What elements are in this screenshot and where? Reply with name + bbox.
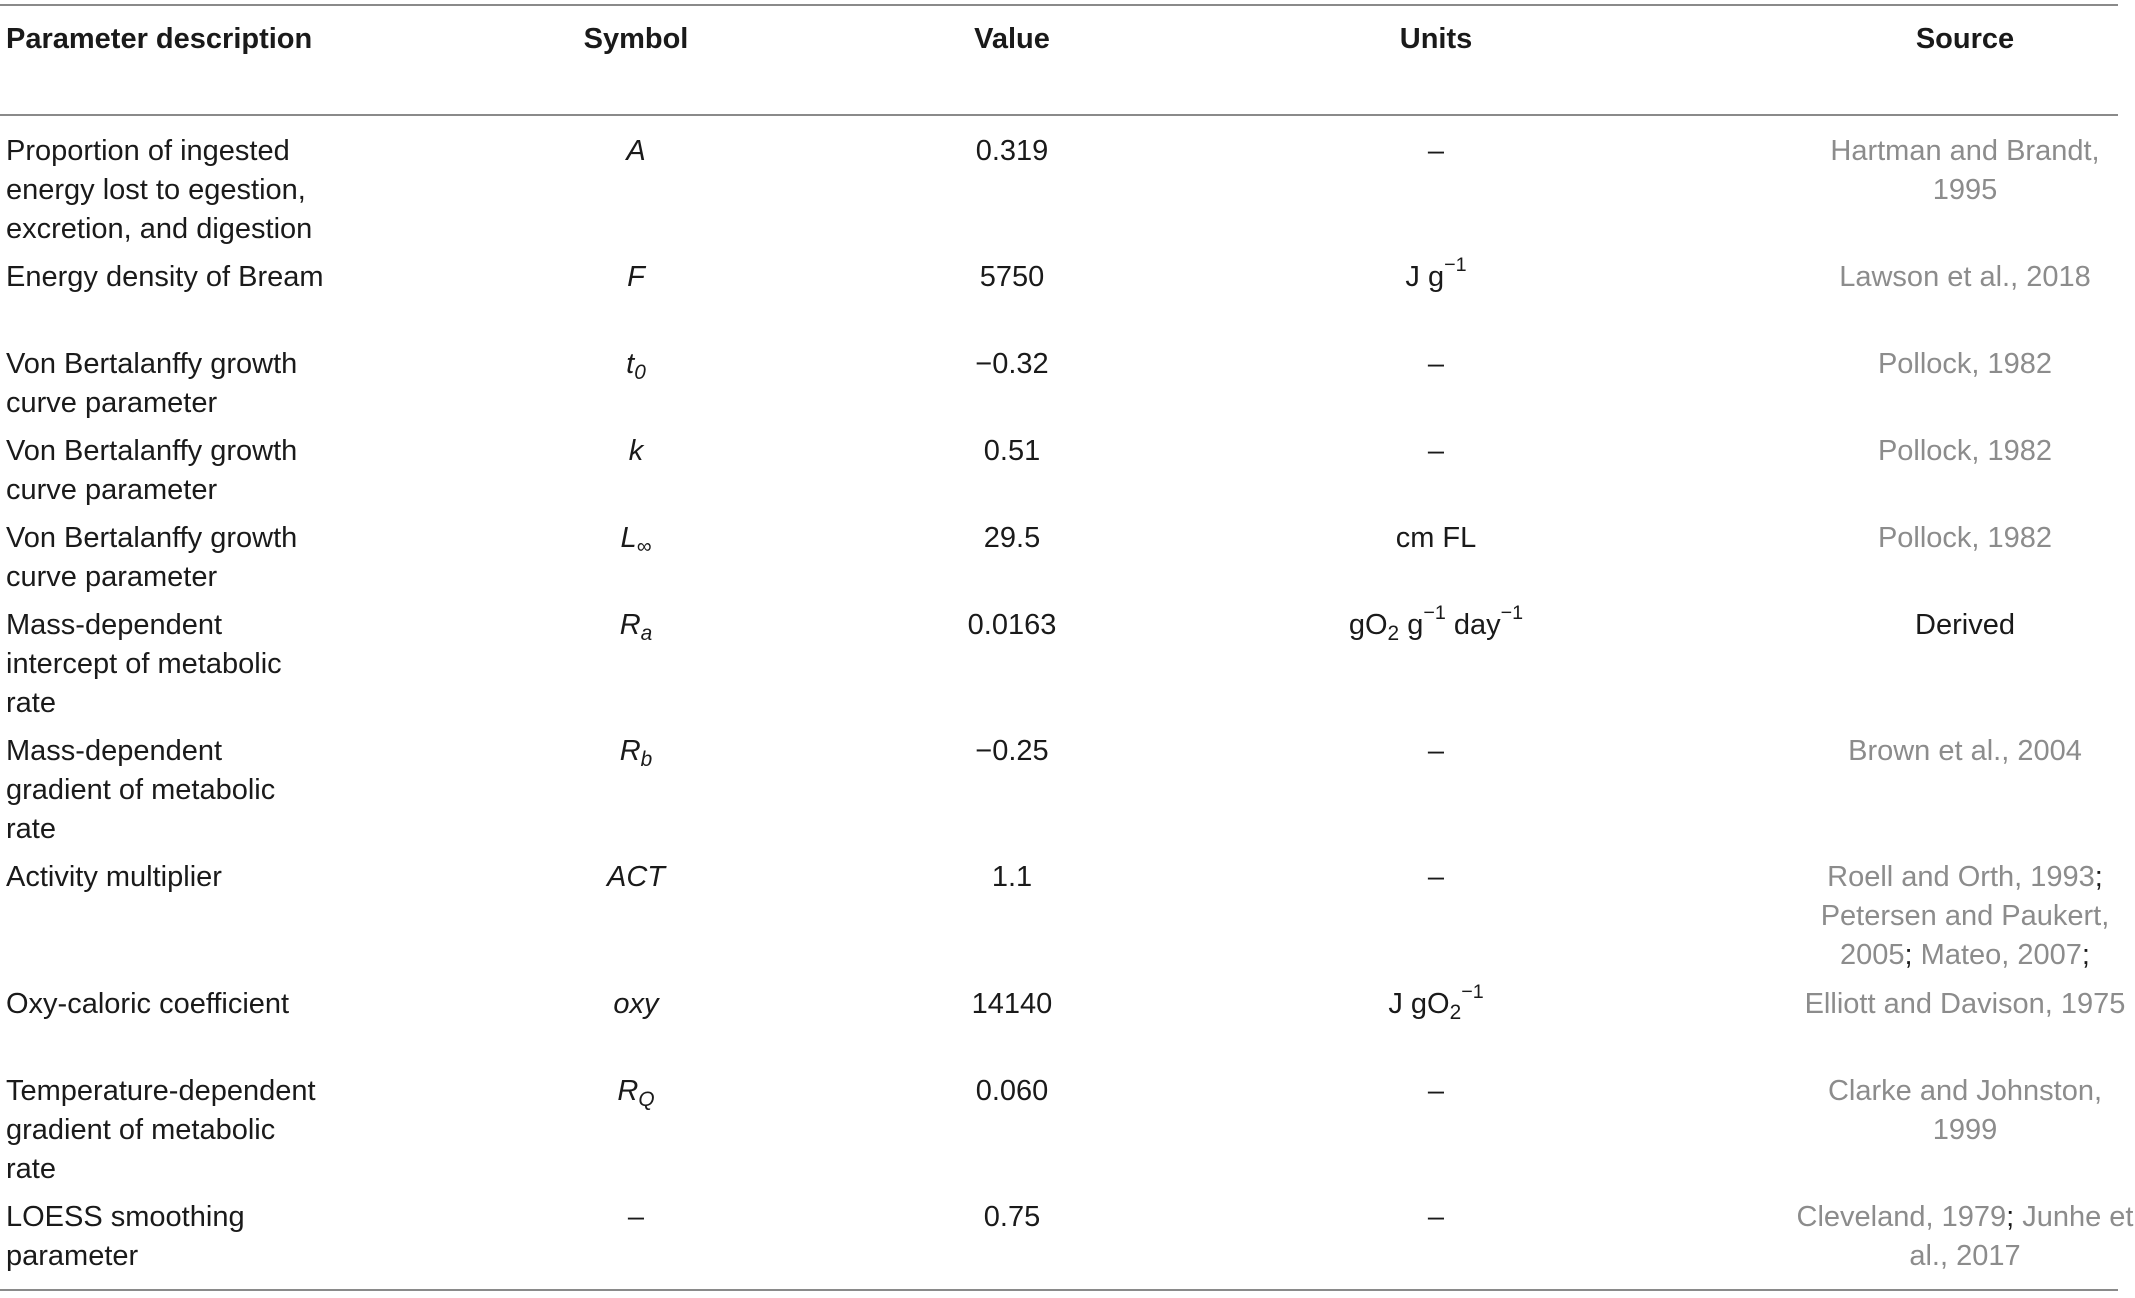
table-header-rule [0,114,2118,116]
row-7-source[interactable] [1795,858,2135,975]
row-6-description: Mass-dependent gradient of metabolic rate [6,735,276,845]
row-9-description: Temperature-dependent gradient of metabolic rate [6,1075,316,1185]
row-5-source: Derived [1915,609,2015,641]
row-2-value: −0.32 [975,348,1049,380]
row-4-units: cm FL [1395,522,1477,554]
units-text: J $g^{-1}$ [1405,254,1467,293]
row-10-value: 0.75 [983,1201,1041,1233]
row-10-symbol: – [627,1201,645,1233]
row-0-units: – [1427,135,1445,167]
row-1-units [1236,254,1636,297]
header-units: Units [1399,23,1473,55]
header-symbol: Symbol [583,23,689,55]
table-bottom-rule [0,1289,2118,1291]
row-7-value: 1.1 [991,861,1033,893]
row-6-value: −0.25 [975,735,1049,767]
row-0-description: Proportion of ingested energy lost to egestion, excretion, and digestion [6,135,313,245]
row-5-value: 0.0163 [967,609,1057,641]
row-1-source[interactable]: Lawson et al., 2018 [1839,261,2091,293]
row-6-source[interactable]: Brown et al., 2004 [1848,735,2082,767]
source-text: Cleveland, 1979; Junhe et al., 2017 [1796,1201,2134,1272]
symbol-text: $R_Q$ [617,1075,655,1111]
units-text: $gO_2$ $g^{-1}$ day$^{-1}$ [1348,602,1524,645]
row-8-source[interactable]: Elliott and Davison, 1975 [1804,988,2126,1020]
row-8-description: Oxy-caloric coefficient [6,988,290,1020]
row-10-description: LOESS smoothing parameter [6,1201,245,1272]
row-1-description: Energy density of Bream [6,261,324,293]
row-9-units: – [1427,1075,1445,1107]
row-1-value: 5750 [979,261,1045,293]
header-source: Source [1915,23,2015,55]
table-top-rule [0,4,2118,6]
row-3-units: – [1427,435,1445,467]
row-4-source[interactable]: Pollock, 1982 [1877,522,2053,554]
row-2-source[interactable]: Pollock, 1982 [1877,348,2053,380]
row-0-value: 0.319 [975,135,1049,167]
symbol-text: $L_\infty$ [620,522,652,558]
row-6-units: – [1427,735,1445,767]
row-4-description: Von Bertalanffy growth curve parameter [6,522,298,593]
row-9-symbol [536,1072,736,1111]
header-value: Value [974,23,1050,55]
row-3-source[interactable]: Pollock, 1982 [1877,435,2053,467]
row-3-symbol: k [628,435,644,467]
row-10-units: – [1427,1201,1445,1233]
source-text: Roell and Orth, 1993; Petersen and Paukert, 2005; Mateo, 2007; [1820,861,2110,971]
symbol-text: $R_a$ [619,609,653,645]
row-7-description: Activity multiplier [6,861,222,893]
row-8-value: 14140 [971,988,1053,1020]
row-10-source[interactable] [1795,1198,2135,1276]
row-5-units [1236,602,1636,645]
row-2-symbol [536,345,736,384]
row-0-symbol: A [626,135,646,167]
row-4-symbol [536,519,736,558]
units-text: J $gO_2^{-1}$ [1388,981,1484,1024]
row-8-symbol: oxy [613,988,659,1020]
symbol-text: $t_0$ [626,348,646,384]
row-0-source[interactable]: Hartman and Brandt, 1995 [1830,135,2100,206]
symbol-text: $R_b$ [619,735,653,771]
row-5-symbol [536,606,736,645]
row-3-value: 0.51 [983,435,1041,467]
row-9-source[interactable]: Clarke and Johnston, 1999 [1827,1075,2103,1146]
row-7-units: – [1427,861,1445,893]
row-1-symbol: F [627,261,645,293]
row-2-units: – [1427,348,1445,380]
row-4-value: 29.5 [983,522,1041,554]
row-6-symbol [536,732,736,771]
row-8-units [1236,981,1636,1024]
row-2-description: Von Bertalanffy growth curve parameter [6,348,298,419]
row-3-description: Von Bertalanffy growth curve parameter [6,435,298,506]
row-7-symbol: ACT [607,861,665,893]
header-description: Parameter description [6,23,313,55]
row-5-description: Mass-dependent intercept of metabolic rate [6,609,282,719]
row-9-value: 0.060 [975,1075,1049,1107]
